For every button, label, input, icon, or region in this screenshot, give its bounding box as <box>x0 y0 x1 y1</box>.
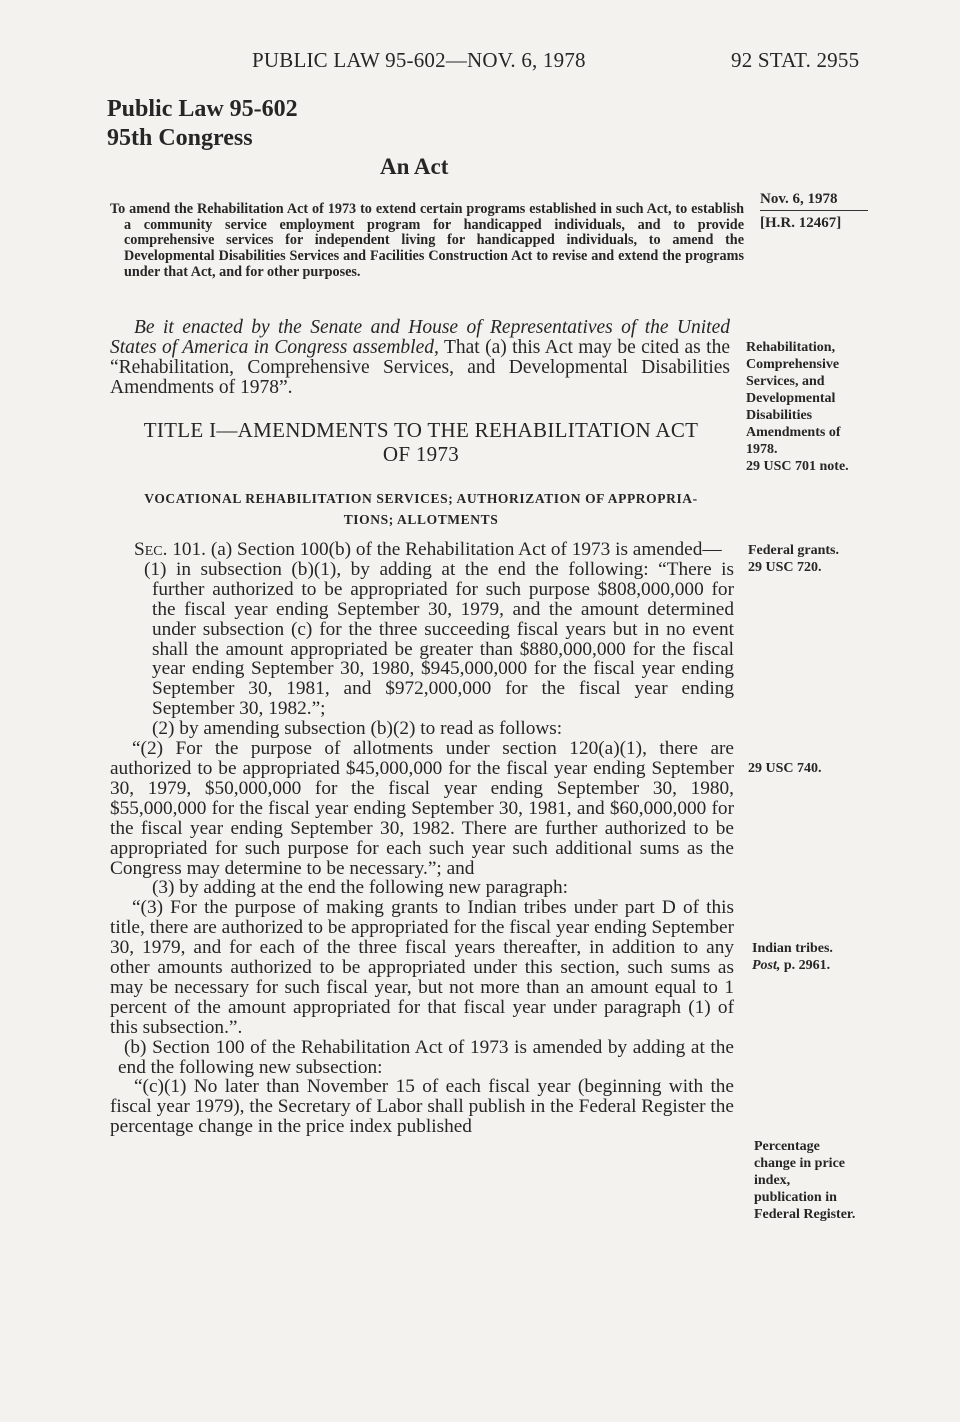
congress-number: 95th Congress <box>107 125 253 151</box>
subheading-line: VOCATIONAL REHABILITATION SERVICES; AUTHORIZATION OF APPROPRIA- <box>144 491 698 506</box>
margin-note-date: Nov. 6, 1978 <box>760 191 868 211</box>
subheading-line: TIONS; ALLOTMENTS <box>343 512 499 527</box>
pct-line: Federal Register. <box>754 1207 856 1222</box>
pct-line: publication in <box>754 1190 837 1205</box>
enacting-clause <box>110 318 730 398</box>
usc-citation: 29 USC 701 note. <box>746 459 849 474</box>
section-101-text: 101. (a) Section 100(b) of the Rehabilitation Act of 1973 is amended— <box>167 539 722 560</box>
margin-note-federal-grants <box>748 542 873 576</box>
subsection-c-text: “(c)(1) No later than November 15 of each fiscal year (beginning with the fiscal year 1979), the Secretary of Labor shall publish in the Federal Register the percentage change in the price index published <box>110 1076 734 1138</box>
post-reference-page: p. 2961. <box>783 958 831 973</box>
paragraph-3-text: “(3) For the purpose of making grants to Indian tribes under part D of this title, there are authorized to be appropriated for the fiscal year ending September 30, 1979, and for each of the three fiscal years thereafter, in addition to any other amounts authorized to be appropriated under this section, such sums as may be necessary for such fiscal year, but not more than an amount equal to 1 percent of the amount appropriated for that fiscal year under paragraph (1) of this subsection.”. <box>110 897 734 1038</box>
title-heading-line: TITLE I—AMENDMENTS TO THE REHABILITATION ACT <box>143 418 699 442</box>
margin-note-bill-number: [H.R. 12467] <box>760 215 842 231</box>
margin-note-indian-tribes <box>752 940 877 974</box>
paragraph-1: (1) in subsection (b)(1), by adding at the end the following: “There is further authorized to be appropriated for such purpose $808,000,000 for the fiscal year ending September 30, 1979, and the amount determined under subsection (c) for the three succeeding fiscal years but in no event shall the amount appropriated be greater than $880,000,000 for the fiscal year ending September 30, 1980, $945,000,000 for the fiscal year ending September 30, 1981, and $972,000,000 for the fiscal year ending September 30, 1982.”; <box>144 558 734 720</box>
short-title-line: Disabilities <box>746 408 813 423</box>
purpose-clause: To amend the Rehabilitation Act of 1973 to extend certain programs established in such Act, to establish a community service employment program for handicapped individuals, and to provide comprehensive services for independent living for handicapped individuals, to amend the Developmental Disabilities Services and Facilities Construction Act to revise and extend the programs under that Act, and for other purposes. <box>110 201 744 280</box>
paragraph-3: (3) by adding at the end the following new paragraph: <box>152 877 569 899</box>
section-subheading <box>108 488 734 530</box>
subsection-b: (b) Section 100 of the Rehabilitation Act of 1973 is amended by adding at the end the following new subsection: <box>118 1036 734 1078</box>
margin-note-usc-740: 29 USC 740. <box>748 761 822 776</box>
post-reference-italic: Post, <box>752 958 781 973</box>
post-reference <box>752 957 877 974</box>
short-title-text: That (a) this Act may be cited as the “Rehabilitation, Comprehensive Services, and Developmental Disabilities Amendments of 1978”. <box>110 337 730 398</box>
paragraph-2-text: “(2) For the purpose of allotments under section 120(a)(1), there are authorized to be appropriated $45,000,000 for the fiscal year ending September 30, 1979, $50,000,000 for the fiscal year ending September 30, 1980, $55,000,000 for the fiscal year ending September 30, 1981, and $60,000,000 for the fiscal year ending September 30, 1982. There are further authorized to be appropriated for such purpose for each such year such additional sums as the Congress may determine to be necessary.”; and <box>110 738 734 879</box>
short-title-line: Comprehensive <box>746 357 840 372</box>
short-title-line: Rehabilitation, <box>746 340 836 355</box>
running-head-title: PUBLIC LAW 95-602—NOV. 6, 1978 <box>252 48 586 72</box>
usc-citation: 29 USC 720. <box>748 560 822 575</box>
act-title: An Act <box>380 154 449 179</box>
paragraph-2: (2) by amending subsection (b)(2) to read as follows: <box>152 718 563 740</box>
pct-line: change in price <box>754 1156 845 1171</box>
short-title-line: Services, and <box>746 374 825 389</box>
section-body <box>110 540 734 1137</box>
pct-line: Percentage <box>754 1139 820 1154</box>
section-101-intro <box>110 540 734 560</box>
enacting-formula: Be it enacted by the Senate and House of Representatives of the United States of America in Congress assembled, <box>110 317 730 358</box>
short-title-line: 1978. <box>746 442 778 457</box>
title-heading <box>108 418 734 466</box>
public-law-number: Public Law 95-602 <box>107 96 298 122</box>
federal-grants-label: Federal grants. <box>748 543 839 558</box>
title-heading-line: OF 1973 <box>382 442 460 466</box>
statute-page-number: 92 STAT. 2955 <box>731 48 860 72</box>
margin-note-percentage-change <box>754 1138 884 1223</box>
short-title-line: Amendments of <box>746 425 841 440</box>
indian-tribes-label: Indian tribes. <box>752 941 833 956</box>
section-label: Sec. <box>134 539 168 560</box>
pct-line: index, <box>754 1173 791 1188</box>
margin-note-short-title <box>746 339 871 475</box>
short-title-line: Developmental <box>746 391 836 406</box>
